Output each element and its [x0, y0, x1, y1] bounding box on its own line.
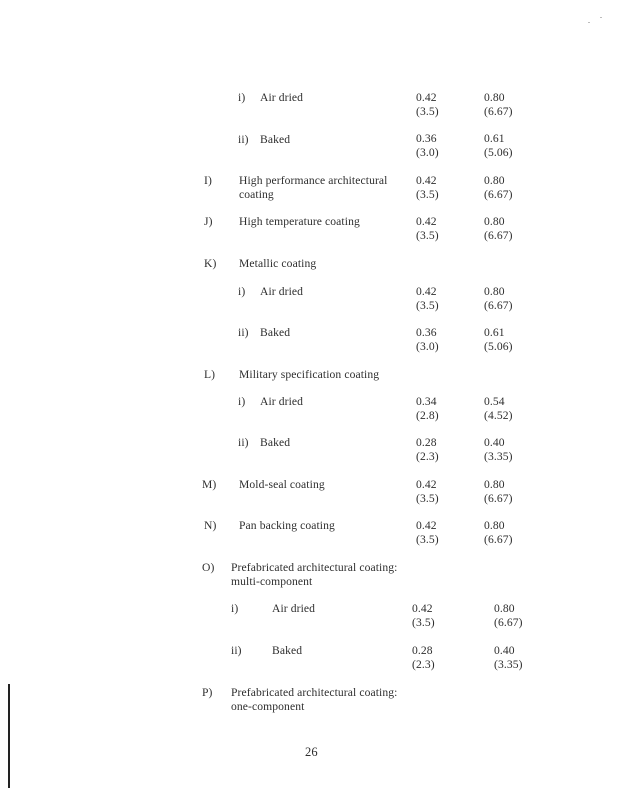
value-col2: 0.80 [484, 174, 505, 187]
value-col1-metric: (3.0) [416, 146, 439, 159]
row-marker: M) [202, 478, 217, 491]
row-label: Pan backing coating [239, 519, 335, 532]
value-col2-metric: (6.67) [484, 229, 513, 242]
value-col2: 0.61 [484, 326, 505, 339]
scan-edge-line [8, 684, 10, 788]
value-col1: 0.36 [416, 326, 437, 339]
row-marker: ii) [238, 133, 249, 146]
value-col2-metric: (6.67) [484, 299, 513, 312]
value-col1-metric: (2.8) [416, 409, 439, 422]
row-marker: i) [238, 395, 246, 408]
value-col2: 0.80 [484, 215, 505, 228]
row-marker: L) [204, 368, 216, 381]
row-marker: O) [202, 561, 215, 574]
row-marker: i) [238, 91, 246, 104]
value-col1: 0.28 [416, 436, 437, 449]
row-label: Mold-seal coating [239, 478, 325, 491]
value-col1-metric: (2.3) [412, 658, 435, 671]
row-label: Prefabricated architectural coating: [231, 561, 398, 574]
row-marker: i) [231, 602, 239, 615]
row-marker: I) [204, 174, 212, 187]
value-col2-metric: (3.35) [494, 658, 523, 671]
row-label: Baked [260, 436, 291, 449]
value-col2: 0.80 [484, 519, 505, 532]
row-label: Baked [272, 644, 303, 657]
value-col1: 0.42 [416, 519, 437, 532]
row-marker: P) [202, 686, 213, 699]
row-label: Air dried [260, 285, 304, 298]
value-col1: 0.42 [416, 174, 437, 187]
value-col1-metric: (3.5) [416, 492, 439, 505]
row-marker: ii) [238, 436, 249, 449]
value-col2: 0.80 [484, 285, 505, 298]
value-col1: 0.36 [416, 132, 437, 145]
row-label-continued: coating [239, 188, 274, 201]
row-marker: N) [204, 519, 217, 532]
value-col1: 0.42 [416, 215, 437, 228]
value-col1: 0.42 [416, 478, 437, 491]
value-col1-metric: (3.5) [416, 533, 439, 546]
value-col2: 0.80 [484, 91, 505, 104]
row-marker: ii) [231, 644, 242, 657]
value-col1: 0.42 [416, 285, 437, 298]
value-col2-metric: (5.06) [484, 340, 513, 353]
row-label: Baked [260, 133, 291, 146]
row-label: Metallic coating [239, 257, 317, 270]
value-col2-metric: (4.52) [484, 409, 513, 422]
row-label: Air dried [260, 395, 304, 408]
row-label: High temperature coating [239, 215, 360, 228]
value-col2: 0.40 [484, 436, 505, 449]
scan-speck [600, 17, 602, 18]
row-label: High performance architectural [239, 174, 388, 187]
value-col1: 0.42 [412, 602, 433, 615]
value-col1-metric: (3.0) [416, 340, 439, 353]
row-marker: ii) [238, 326, 249, 339]
value-col2-metric: (5.06) [484, 146, 513, 159]
value-col1: 0.28 [412, 644, 433, 657]
page-number: 26 [305, 745, 318, 759]
value-col1-metric: (3.5) [416, 299, 439, 312]
value-col2-metric: (6.67) [484, 533, 513, 546]
value-col2-metric: (6.67) [494, 616, 523, 629]
row-label: Prefabricated architectural coating: [231, 686, 398, 699]
value-col1: 0.34 [416, 395, 437, 408]
scan-speck [588, 22, 590, 23]
row-label-continued: one-component [231, 700, 305, 713]
row-label: Military specification coating [239, 368, 380, 381]
value-col1-metric: (2.3) [416, 450, 439, 463]
row-marker: K) [204, 257, 217, 270]
value-col2: 0.40 [494, 644, 515, 657]
value-col1-metric: (3.5) [412, 616, 435, 629]
value-col2: 0.61 [484, 132, 505, 145]
row-label: Baked [260, 326, 291, 339]
row-marker: J) [204, 215, 213, 228]
row-label-continued: multi-component [231, 575, 313, 588]
value-col2-metric: (6.67) [484, 105, 513, 118]
value-col1-metric: (3.5) [416, 188, 439, 201]
value-col1-metric: (3.5) [416, 229, 439, 242]
value-col2-metric: (6.67) [484, 492, 513, 505]
value-col2: 0.80 [484, 478, 505, 491]
value-col1: 0.42 [416, 91, 437, 104]
value-col2-metric: (3.35) [484, 450, 513, 463]
value-col1-metric: (3.5) [416, 105, 439, 118]
value-col2: 0.54 [484, 395, 505, 408]
row-marker: i) [238, 285, 246, 298]
row-label: Air dried [260, 91, 304, 104]
value-col2-metric: (6.67) [484, 188, 513, 201]
row-label: Air dried [272, 602, 316, 615]
value-col2: 0.80 [494, 602, 515, 615]
